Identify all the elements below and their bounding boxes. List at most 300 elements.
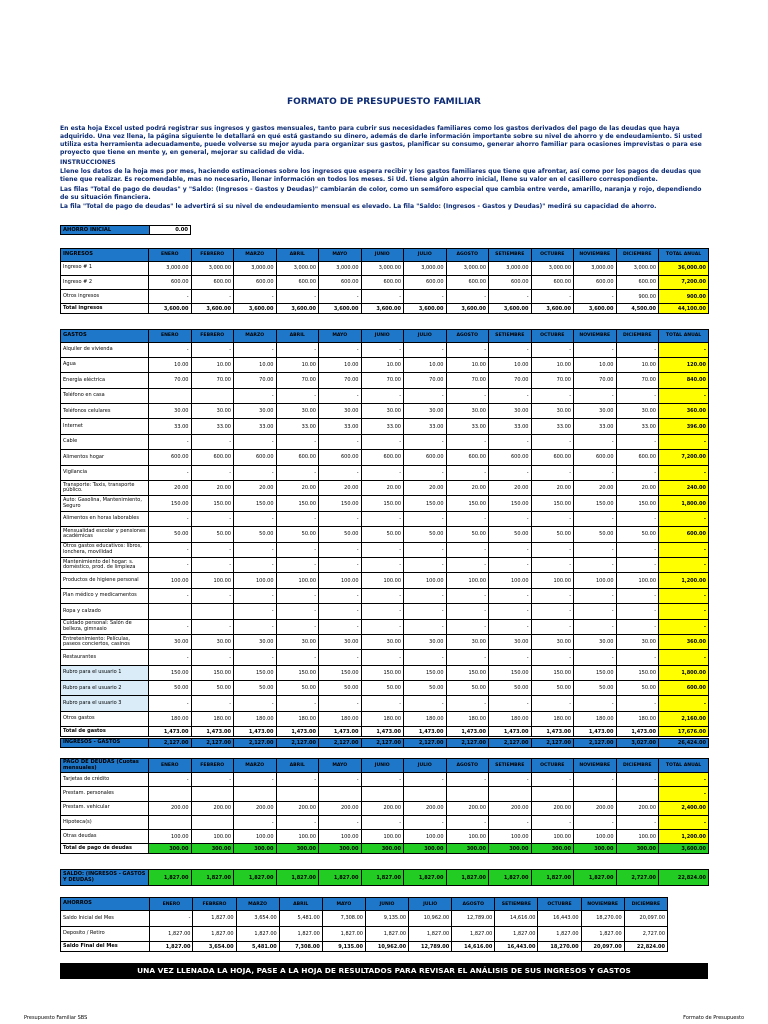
cell-value[interactable]: 600.00 xyxy=(276,450,319,465)
cell-value[interactable]: 30.00 xyxy=(489,404,532,419)
cell-value[interactable] xyxy=(404,787,447,801)
cell-value[interactable]: - xyxy=(191,342,234,357)
cell-value[interactable]: 30.00 xyxy=(489,634,532,649)
cell-value[interactable]: 600.00 xyxy=(446,450,489,465)
cell-value[interactable]: - xyxy=(276,542,319,557)
ahorro-inicial-input[interactable]: 0.00 xyxy=(150,226,191,235)
cell-value[interactable] xyxy=(361,787,404,801)
cell-value[interactable]: 33.00 xyxy=(361,419,404,434)
cell-value[interactable]: 50.00 xyxy=(531,527,574,542)
cell-value[interactable]: - xyxy=(446,290,489,304)
cell-value[interactable]: - xyxy=(234,542,277,557)
cell-value[interactable]: - xyxy=(149,619,192,634)
cell-value[interactable]: - xyxy=(531,773,574,787)
cell-value[interactable]: - xyxy=(276,604,319,619)
cell-value[interactable]: - xyxy=(574,588,617,603)
cell-value[interactable]: 3,000.00 xyxy=(149,261,192,275)
cell-value[interactable]: 600.00 xyxy=(361,275,404,289)
cell-value[interactable]: - xyxy=(191,619,234,634)
cell-value[interactable]: 30.00 xyxy=(234,404,277,419)
cell-value[interactable]: 600.00 xyxy=(149,275,192,289)
cell-value[interactable]: 30.00 xyxy=(574,634,617,649)
cell-value[interactable] xyxy=(149,815,192,829)
cell-value[interactable]: - xyxy=(276,588,319,603)
cell-value[interactable]: - xyxy=(616,388,659,403)
cell-value[interactable]: 33.00 xyxy=(446,419,489,434)
cell-value[interactable]: - xyxy=(191,434,234,449)
cell-value[interactable]: 150.00 xyxy=(276,665,319,680)
cell-value[interactable]: 600.00 xyxy=(234,450,277,465)
cell-value[interactable]: - xyxy=(446,465,489,480)
cell-value[interactable]: - xyxy=(319,650,362,665)
cell-value[interactable]: - xyxy=(404,290,447,304)
cell-value[interactable]: 30.00 xyxy=(276,404,319,419)
cell-value[interactable]: - xyxy=(489,650,532,665)
cell-value[interactable]: - xyxy=(616,542,659,557)
cell-value[interactable]: 70.00 xyxy=(404,373,447,388)
cell-value[interactable]: - xyxy=(616,604,659,619)
cell-value[interactable]: - xyxy=(404,542,447,557)
cell-value[interactable]: - xyxy=(276,650,319,665)
cell-value[interactable]: - xyxy=(276,388,319,403)
cell-value[interactable]: - xyxy=(361,434,404,449)
cell-value[interactable]: - xyxy=(276,290,319,304)
cell-value[interactable]: 70.00 xyxy=(319,373,362,388)
cell-value[interactable]: 180.00 xyxy=(446,711,489,726)
cell-value[interactable]: 20.00 xyxy=(234,481,277,496)
cell-value[interactable]: 33.00 xyxy=(616,419,659,434)
cell-value[interactable]: - xyxy=(531,342,574,357)
cell-value[interactable]: 30.00 xyxy=(574,404,617,419)
cell-value[interactable]: - xyxy=(361,557,404,572)
cell-value[interactable]: 33.00 xyxy=(531,419,574,434)
cell-value[interactable]: - xyxy=(149,542,192,557)
cell-value[interactable]: 3,000.00 xyxy=(276,261,319,275)
cell-value[interactable]: - xyxy=(191,650,234,665)
cell-value[interactable]: 100.00 xyxy=(234,573,277,588)
cell-value[interactable] xyxy=(574,787,617,801)
cell-value[interactable]: 150.00 xyxy=(361,665,404,680)
cell-value[interactable]: 30.00 xyxy=(319,404,362,419)
cell-value[interactable]: 150.00 xyxy=(234,496,277,511)
cell-value[interactable]: 100.00 xyxy=(446,830,489,844)
cell-value[interactable]: 20.00 xyxy=(616,481,659,496)
cell-value[interactable]: - xyxy=(616,650,659,665)
cell-value[interactable]: - xyxy=(616,588,659,603)
cell-value[interactable]: - xyxy=(574,388,617,403)
cell-value[interactable]: 600.00 xyxy=(319,450,362,465)
cell-value[interactable]: 33.00 xyxy=(276,419,319,434)
cell-value[interactable]: 180.00 xyxy=(404,711,447,726)
cell-value[interactable]: - xyxy=(191,465,234,480)
cell-value[interactable]: 50.00 xyxy=(234,527,277,542)
cell-value[interactable]: 150.00 xyxy=(531,665,574,680)
cell-value[interactable]: 10.00 xyxy=(191,357,234,372)
cell-value[interactable]: 3,000.00 xyxy=(446,261,489,275)
cell-value[interactable]: 200.00 xyxy=(489,801,532,815)
cell-value[interactable]: - xyxy=(319,342,362,357)
cell-value[interactable]: - xyxy=(319,465,362,480)
cell-value[interactable]: 150.00 xyxy=(319,665,362,680)
cell-value[interactable]: - xyxy=(446,604,489,619)
cell-value[interactable]: - xyxy=(616,511,659,526)
cell-value[interactable]: - xyxy=(404,619,447,634)
cell-value[interactable]: - xyxy=(489,696,532,711)
cell-value[interactable]: - xyxy=(319,290,362,304)
cell-value[interactable]: 600.00 xyxy=(404,275,447,289)
cell-value[interactable]: 70.00 xyxy=(616,373,659,388)
cell-value[interactable]: - xyxy=(276,342,319,357)
cell-value[interactable] xyxy=(446,787,489,801)
cell-value[interactable]: - xyxy=(191,542,234,557)
cell-value[interactable] xyxy=(149,787,192,801)
cell-value[interactable]: 100.00 xyxy=(531,830,574,844)
cell-value[interactable]: 600.00 xyxy=(234,275,277,289)
cell-value[interactable]: - xyxy=(531,619,574,634)
cell-value[interactable]: 600.00 xyxy=(361,450,404,465)
cell-value[interactable]: 3,000.00 xyxy=(319,261,362,275)
cell-value[interactable]: - xyxy=(489,815,532,829)
cell-value[interactable]: 100.00 xyxy=(446,573,489,588)
cell-value[interactable]: - xyxy=(361,290,404,304)
cell-value[interactable]: - xyxy=(616,342,659,357)
cell-value[interactable]: - xyxy=(149,434,192,449)
cell-value[interactable]: 200.00 xyxy=(531,801,574,815)
cell-value[interactable]: - xyxy=(404,388,447,403)
cell-value[interactable]: 33.00 xyxy=(234,419,277,434)
cell-value[interactable]: 30.00 xyxy=(404,634,447,649)
cell-value[interactable]: - xyxy=(574,557,617,572)
cell-value[interactable]: 10.00 xyxy=(234,357,277,372)
cell-value[interactable]: 200.00 xyxy=(616,801,659,815)
cell-value[interactable]: 20.00 xyxy=(149,481,192,496)
cell-value[interactable]: 3,000.00 xyxy=(404,261,447,275)
cell-value[interactable]: - xyxy=(404,342,447,357)
cell-value[interactable]: 10.00 xyxy=(446,357,489,372)
cell-value[interactable]: - xyxy=(319,815,362,829)
cell-value[interactable]: 50.00 xyxy=(404,527,447,542)
cell-value[interactable]: 100.00 xyxy=(276,830,319,844)
cell-value[interactable]: - xyxy=(531,290,574,304)
cell-value[interactable]: 30.00 xyxy=(234,634,277,649)
cell-value[interactable]: 150.00 xyxy=(489,496,532,511)
cell-value[interactable]: 100.00 xyxy=(404,573,447,588)
cell-value[interactable]: 30.00 xyxy=(361,404,404,419)
cell-value[interactable]: - xyxy=(234,434,277,449)
cell-value[interactable]: - xyxy=(616,557,659,572)
cell-value[interactable]: - xyxy=(234,773,277,787)
cell-value[interactable]: 30.00 xyxy=(531,404,574,419)
cell-value[interactable]: - xyxy=(531,650,574,665)
cell-value[interactable]: - xyxy=(489,557,532,572)
cell-value[interactable]: - xyxy=(149,511,192,526)
cell-value[interactable]: - xyxy=(446,650,489,665)
cell-value[interactable]: - xyxy=(616,696,659,711)
cell-value[interactable]: - xyxy=(361,388,404,403)
cell-value[interactable]: - xyxy=(446,557,489,572)
cell-value[interactable]: 30.00 xyxy=(149,634,192,649)
cell-value[interactable]: - xyxy=(574,773,617,787)
cell-value[interactable]: - xyxy=(531,557,574,572)
cell-value[interactable]: - xyxy=(404,434,447,449)
cell-value[interactable]: - xyxy=(319,388,362,403)
cell-value[interactable]: - xyxy=(276,511,319,526)
cell-value[interactable]: 50.00 xyxy=(574,527,617,542)
cell-value[interactable]: 50.00 xyxy=(361,527,404,542)
cell-value[interactable]: - xyxy=(574,511,617,526)
cell-value[interactable]: 600.00 xyxy=(149,450,192,465)
cell-value[interactable]: 150.00 xyxy=(489,665,532,680)
cell-value[interactable]: - xyxy=(446,434,489,449)
cell-value[interactable]: - xyxy=(361,342,404,357)
cell-value[interactable]: - xyxy=(234,557,277,572)
cell-value[interactable]: - xyxy=(361,511,404,526)
cell-value[interactable]: 180.00 xyxy=(616,711,659,726)
cell-value[interactable]: 50.00 xyxy=(191,681,234,696)
cell-value[interactable]: 50.00 xyxy=(361,681,404,696)
cell-value[interactable]: 10.00 xyxy=(489,357,532,372)
cell-value[interactable] xyxy=(191,815,234,829)
cell-value[interactable]: 50.00 xyxy=(276,681,319,696)
cell-value[interactable]: 20.00 xyxy=(191,481,234,496)
cell-value[interactable] xyxy=(149,388,192,403)
cell-value[interactable]: 100.00 xyxy=(489,573,532,588)
cell-value[interactable]: - xyxy=(361,588,404,603)
cell-value[interactable]: - xyxy=(531,588,574,603)
cell-value[interactable]: - xyxy=(149,342,192,357)
cell-value[interactable]: - xyxy=(276,773,319,787)
cell-value[interactable]: - xyxy=(531,434,574,449)
cell-value[interactable]: 200.00 xyxy=(276,801,319,815)
cell-value[interactable]: 70.00 xyxy=(531,373,574,388)
cell-value[interactable]: - xyxy=(574,434,617,449)
cell-value[interactable]: 30.00 xyxy=(191,404,234,419)
cell-value[interactable] xyxy=(276,787,319,801)
cell-value[interactable]: 50.00 xyxy=(446,527,489,542)
cell-value[interactable]: 180.00 xyxy=(361,711,404,726)
cell-value[interactable]: 20.00 xyxy=(319,481,362,496)
cell-value[interactable]: 33.00 xyxy=(191,419,234,434)
cell-value[interactable]: - xyxy=(489,588,532,603)
cell-value[interactable]: - xyxy=(616,434,659,449)
cell-value[interactable]: 10.00 xyxy=(574,357,617,372)
cell-value[interactable]: - xyxy=(404,588,447,603)
cell-value[interactable]: 33.00 xyxy=(149,419,192,434)
cell-value[interactable]: - xyxy=(234,290,277,304)
cell-value[interactable]: 900.00 xyxy=(616,290,659,304)
cell-value[interactable]: 30.00 xyxy=(361,634,404,649)
cell-value[interactable]: - xyxy=(149,696,192,711)
cell-value[interactable]: - xyxy=(404,604,447,619)
cell-value[interactable]: 100.00 xyxy=(616,830,659,844)
cell-value[interactable]: - xyxy=(574,604,617,619)
cell-value[interactable]: 70.00 xyxy=(276,373,319,388)
cell-value[interactable]: - xyxy=(234,619,277,634)
cell-value[interactable]: - xyxy=(489,465,532,480)
cell-value[interactable]: - xyxy=(446,388,489,403)
cell-value[interactable]: 50.00 xyxy=(404,681,447,696)
cell-value[interactable]: - xyxy=(191,696,234,711)
cell-value[interactable]: - xyxy=(149,773,192,787)
cell-value[interactable]: - xyxy=(616,465,659,480)
cell-value[interactable]: - xyxy=(191,588,234,603)
cell-value[interactable]: 600.00 xyxy=(404,450,447,465)
cell-value[interactable]: - xyxy=(319,542,362,557)
cell-value[interactable]: - xyxy=(191,511,234,526)
cell-value[interactable]: 33.00 xyxy=(574,419,617,434)
cell-value[interactable]: - xyxy=(574,542,617,557)
cell-value[interactable]: 10.00 xyxy=(404,357,447,372)
cell-value[interactable]: 50.00 xyxy=(574,681,617,696)
cell-value[interactable]: - xyxy=(489,342,532,357)
cell-value[interactable]: 3,000.00 xyxy=(489,261,532,275)
cell-value[interactable]: 600.00 xyxy=(574,275,617,289)
cell-value[interactable]: - xyxy=(446,773,489,787)
cell-value[interactable]: 50.00 xyxy=(489,681,532,696)
cell-value[interactable]: - xyxy=(574,696,617,711)
cell-value[interactable]: 10.00 xyxy=(361,357,404,372)
cell-value[interactable]: 150.00 xyxy=(276,496,319,511)
cell-value[interactable]: - xyxy=(361,465,404,480)
cell-value[interactable]: 600.00 xyxy=(616,275,659,289)
cell-value[interactable]: 200.00 xyxy=(191,801,234,815)
cell-value[interactable]: 10.00 xyxy=(276,357,319,372)
cell-value[interactable]: 600.00 xyxy=(191,450,234,465)
cell-value[interactable]: - xyxy=(404,511,447,526)
cell-value[interactable]: - xyxy=(276,619,319,634)
cell-value[interactable]: - xyxy=(276,696,319,711)
cell-value[interactable]: - xyxy=(616,773,659,787)
cell-value[interactable]: - xyxy=(446,619,489,634)
cell-value[interactable]: - xyxy=(531,465,574,480)
cell-value[interactable]: 50.00 xyxy=(446,681,489,696)
cell-value[interactable]: - xyxy=(361,815,404,829)
cell-value[interactable]: 50.00 xyxy=(531,681,574,696)
cell-value[interactable]: 200.00 xyxy=(319,801,362,815)
cell-value[interactable]: - xyxy=(149,588,192,603)
cell-value[interactable]: 30.00 xyxy=(616,634,659,649)
cell-value[interactable]: 30.00 xyxy=(446,634,489,649)
cell-value[interactable]: 30.00 xyxy=(446,404,489,419)
cell-value[interactable] xyxy=(191,604,234,619)
cell-value[interactable]: - xyxy=(319,557,362,572)
cell-value[interactable]: 30.00 xyxy=(404,404,447,419)
cell-value[interactable]: 33.00 xyxy=(319,419,362,434)
cell-value[interactable]: 100.00 xyxy=(361,573,404,588)
cell-value[interactable]: - xyxy=(276,434,319,449)
cell-value[interactable]: 150.00 xyxy=(446,665,489,680)
cell-value[interactable]: - xyxy=(616,815,659,829)
cell-value[interactable]: 100.00 xyxy=(191,830,234,844)
cell-value[interactable]: 70.00 xyxy=(149,373,192,388)
cell-value[interactable]: - xyxy=(489,290,532,304)
cell-value[interactable]: - xyxy=(234,465,277,480)
cell-value[interactable]: 3,000.00 xyxy=(531,261,574,275)
cell-value[interactable]: 30.00 xyxy=(319,634,362,649)
cell-value[interactable]: - xyxy=(361,773,404,787)
cell-value[interactable]: 50.00 xyxy=(191,527,234,542)
cell-value[interactable]: 20.00 xyxy=(574,481,617,496)
cell-value[interactable]: - xyxy=(361,542,404,557)
cell-value[interactable]: 600.00 xyxy=(276,275,319,289)
cell-value[interactable]: - xyxy=(574,619,617,634)
cell-value[interactable]: - xyxy=(361,619,404,634)
cell-value[interactable]: - xyxy=(489,619,532,634)
cell-value[interactable]: - xyxy=(149,465,192,480)
cell-value[interactable]: 20.00 xyxy=(361,481,404,496)
cell-value[interactable] xyxy=(234,787,277,801)
cell-value[interactable]: 600.00 xyxy=(531,450,574,465)
cell-value[interactable]: 70.00 xyxy=(361,373,404,388)
cell-value[interactable]: - xyxy=(404,773,447,787)
cell-value[interactable]: 150.00 xyxy=(616,496,659,511)
cell-value[interactable]: 3,000.00 xyxy=(574,261,617,275)
cell-value[interactable]: 100.00 xyxy=(361,830,404,844)
cell-value[interactable]: 150.00 xyxy=(361,496,404,511)
cell-value[interactable]: - xyxy=(489,388,532,403)
cell-value[interactable]: 150.00 xyxy=(616,665,659,680)
cell-value[interactable]: - xyxy=(191,557,234,572)
cell-value[interactable]: 100.00 xyxy=(234,830,277,844)
cell-value[interactable]: 150.00 xyxy=(574,496,617,511)
cell-value[interactable]: - xyxy=(531,604,574,619)
cell-value[interactable]: 600.00 xyxy=(574,450,617,465)
cell-value[interactable]: 600.00 xyxy=(319,275,362,289)
cell-value[interactable]: 100.00 xyxy=(531,573,574,588)
cell-value[interactable]: 180.00 xyxy=(276,711,319,726)
cell-value[interactable]: - xyxy=(234,650,277,665)
cell-value[interactable]: 10.00 xyxy=(616,357,659,372)
cell-value[interactable]: - xyxy=(489,511,532,526)
cell-value[interactable]: - xyxy=(574,815,617,829)
cell-value[interactable]: 50.00 xyxy=(276,527,319,542)
cell-value[interactable]: 200.00 xyxy=(361,801,404,815)
cell-value[interactable]: 50.00 xyxy=(234,681,277,696)
cell-value[interactable]: 600.00 xyxy=(191,275,234,289)
cell-value[interactable]: 180.00 xyxy=(319,711,362,726)
cell-value[interactable]: 100.00 xyxy=(276,573,319,588)
cell-value[interactable]: 180.00 xyxy=(489,711,532,726)
cell-value[interactable]: - xyxy=(361,604,404,619)
cell-value[interactable]: 20.00 xyxy=(531,481,574,496)
cell-value[interactable]: - xyxy=(446,511,489,526)
cell-value[interactable]: - xyxy=(446,696,489,711)
cell-value[interactable] xyxy=(149,604,192,619)
cell-value[interactable]: 150.00 xyxy=(149,496,192,511)
cell-value[interactable]: 100.00 xyxy=(319,573,362,588)
cell-value[interactable]: - xyxy=(234,388,277,403)
cell-value[interactable]: 50.00 xyxy=(149,527,192,542)
cell-value[interactable]: - xyxy=(234,511,277,526)
cell-value[interactable]: 50.00 xyxy=(489,527,532,542)
cell-value[interactable]: 10.00 xyxy=(149,357,192,372)
cell-value[interactable]: 150.00 xyxy=(404,665,447,680)
cell-value[interactable]: - xyxy=(531,542,574,557)
cell-value[interactable] xyxy=(191,787,234,801)
cell-value[interactable]: - xyxy=(234,342,277,357)
cell-value[interactable]: - xyxy=(574,290,617,304)
cell-value[interactable]: 600.00 xyxy=(446,275,489,289)
cell-value[interactable]: - xyxy=(446,542,489,557)
cell-value[interactable]: 50.00 xyxy=(319,527,362,542)
cell-value[interactable]: - xyxy=(489,604,532,619)
cell-value[interactable]: 150.00 xyxy=(404,496,447,511)
cell-value[interactable]: - xyxy=(276,465,319,480)
cell-value[interactable]: - xyxy=(319,696,362,711)
cell-value[interactable]: 200.00 xyxy=(446,801,489,815)
cell-value[interactable]: - xyxy=(404,650,447,665)
cell-value[interactable]: 3,000.00 xyxy=(191,261,234,275)
